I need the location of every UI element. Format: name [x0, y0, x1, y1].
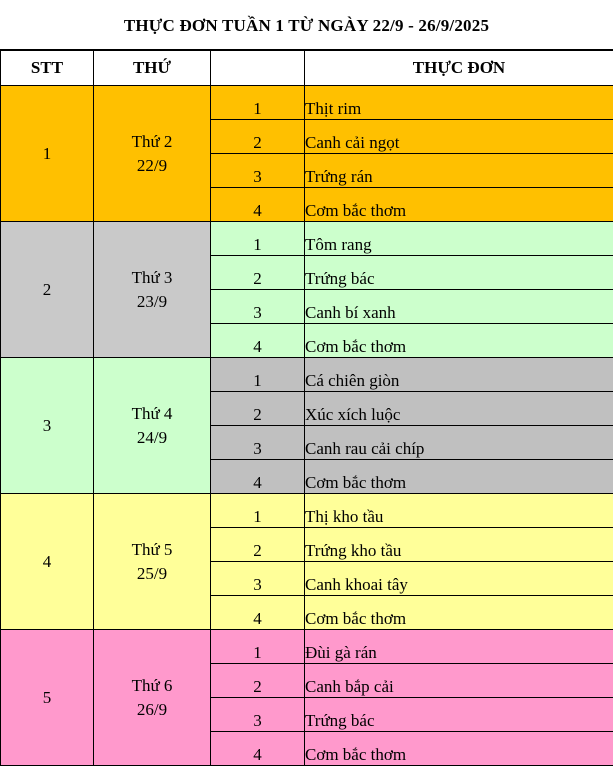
dish-number: 2 [211, 392, 305, 426]
date-label: 25/9 [94, 562, 210, 586]
stt-cell: 4 [1, 494, 94, 630]
dish-name: Cơm bắc thơm [305, 188, 613, 222]
dish-number: 3 [211, 290, 305, 324]
table-row [1, 494, 613, 528]
dish-number: 2 [211, 528, 305, 562]
menu-body [1, 86, 613, 766]
dish-name: Canh cải ngọt [305, 120, 613, 154]
dish-number: 3 [211, 154, 305, 188]
weekday-label: Thứ 2 [94, 130, 210, 154]
dish-name: Thị kho tầu [305, 494, 613, 528]
date-label: 23/9 [94, 290, 210, 314]
dish-name: Canh khoai tây [305, 562, 613, 596]
dish-name: Xúc xích luộc [305, 392, 613, 426]
dish-name: Cơm bắc thơm [305, 732, 613, 766]
table-row [1, 222, 613, 256]
dish-number: 3 [211, 562, 305, 596]
table-row [1, 86, 613, 120]
day-cell [94, 86, 211, 222]
dish-name: Trứng rán [305, 154, 613, 188]
dish-name: Canh bí xanh [305, 290, 613, 324]
date-label: 26/9 [94, 698, 210, 722]
dish-name: Cơm bắc thơm [305, 596, 613, 630]
dish-number: 4 [211, 460, 305, 494]
header-stt: STT [1, 51, 94, 86]
weekday-label: Thứ 6 [94, 674, 210, 698]
dish-name: Cá chiên giòn [305, 358, 613, 392]
dish-number: 1 [211, 494, 305, 528]
dish-number: 1 [211, 222, 305, 256]
dish-name: Canh bắp cải [305, 664, 613, 698]
header-day: THỨ [94, 51, 211, 86]
page-title: THỰC ĐƠN TUẦN 1 TỪ NGÀY 22/9 - 26/9/2025 [0, 0, 613, 50]
day-cell [94, 358, 211, 494]
dish-number: 3 [211, 426, 305, 460]
dish-name: Canh rau cải chíp [305, 426, 613, 460]
dish-number: 1 [211, 86, 305, 120]
dish-number: 4 [211, 324, 305, 358]
header-row [1, 51, 613, 86]
dish-name: Trứng kho tầu [305, 528, 613, 562]
dish-name: Tôm rang [305, 222, 613, 256]
weekday-label: Thứ 5 [94, 538, 210, 562]
weekday-label: Thứ 4 [94, 402, 210, 426]
stt-cell: 5 [1, 630, 94, 766]
dish-number: 4 [211, 732, 305, 766]
table-row [1, 358, 613, 392]
dish-name: Đùi gà rán [305, 630, 613, 664]
day-cell [94, 494, 211, 630]
menu-table [0, 50, 613, 766]
dish-number: 2 [211, 120, 305, 154]
dish-name: Cơm bắc thơm [305, 460, 613, 494]
dish-name: Thịt rim [305, 86, 613, 120]
stt-cell: 2 [1, 222, 94, 358]
weekday-label: Thứ 3 [94, 266, 210, 290]
day-cell [94, 630, 211, 766]
dish-number: 4 [211, 188, 305, 222]
dish-number: 3 [211, 698, 305, 732]
dish-number: 2 [211, 256, 305, 290]
dish-number: 1 [211, 630, 305, 664]
dish-name: Cơm bắc thơm [305, 324, 613, 358]
dish-number: 1 [211, 358, 305, 392]
header-menu: THỰC ĐƠN [305, 51, 613, 86]
dish-number: 2 [211, 664, 305, 698]
dish-name: Trứng bác [305, 256, 613, 290]
dish-name: Trứng bác [305, 698, 613, 732]
table-row [1, 630, 613, 664]
header-number [211, 51, 305, 86]
day-cell [94, 222, 211, 358]
dish-number: 4 [211, 596, 305, 630]
date-label: 24/9 [94, 426, 210, 450]
stt-cell: 1 [1, 86, 94, 222]
date-label: 22/9 [94, 154, 210, 178]
stt-cell: 3 [1, 358, 94, 494]
